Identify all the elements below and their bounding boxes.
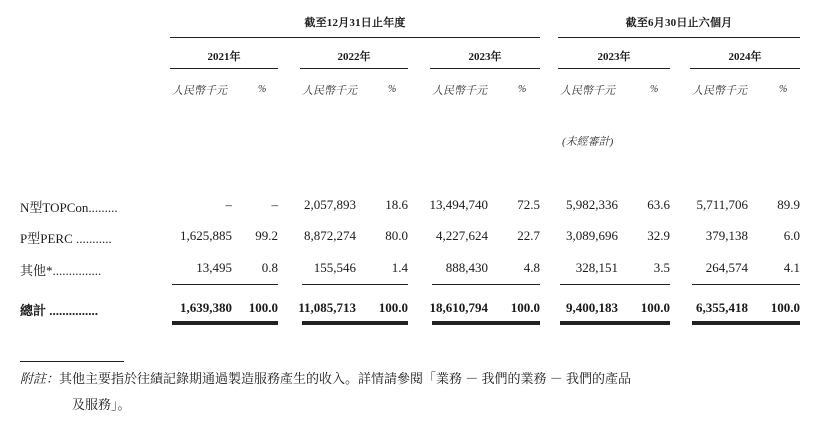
total-double-rule-2022 xyxy=(302,321,408,325)
row-total-2023-6m-pct: 100.0 xyxy=(640,300,670,315)
year-header-2022: 2022年 xyxy=(337,51,371,63)
row-others-label: 其他*............... xyxy=(20,263,102,278)
row-total-label: 總計 ............... xyxy=(20,303,99,318)
row-p-type-perc-2023-6m-amount: 3,089,696 xyxy=(566,228,618,243)
subtotal-rule-2024-6m xyxy=(692,284,800,285)
row-others-2023-amount: 888,430 xyxy=(445,260,488,275)
unit-label-2021: 人民幣千元 xyxy=(172,85,227,97)
group-header-six-months: 截至6月30日止六個月 xyxy=(625,17,733,29)
row-others-2023-pct: 4.8 xyxy=(523,260,540,275)
subtotal-rule-2023-6m xyxy=(560,284,670,285)
footnote-label: 附註： xyxy=(20,371,60,386)
row-p-type-perc-2021-pct: 99.2 xyxy=(255,228,278,243)
total-double-rule-2023 xyxy=(432,321,540,325)
row-p-type-perc-2024-6m-pct: 6.0 xyxy=(783,228,800,243)
footnote-text-1: 其他主要指於往績記錄期通過製造服務產生的收入。詳情請參閱「業務 － 我們的業務 － 我們的產品 xyxy=(59,371,632,386)
row-n-type-topcon-2023-6m-pct: 63.6 xyxy=(647,197,670,212)
row-total-2023-6m-amount: 9,400,183 xyxy=(566,300,618,315)
row-total-2024-6m-amount: 6,355,418 xyxy=(696,300,748,315)
year-rule-2022 xyxy=(300,68,408,69)
row-n-type-topcon-2022-amount: 2,057,893 xyxy=(304,197,356,212)
year-rule-2023-6m xyxy=(558,68,670,69)
row-n-type-topcon-2022-pct: 18.6 xyxy=(385,197,408,212)
row-p-type-perc-2023-6m-pct: 32.9 xyxy=(647,228,670,243)
total-double-rule-2023-6m xyxy=(560,321,670,325)
unit-label-2022: 人民幣千元 xyxy=(302,85,357,97)
row-others-2022-amount: 155,546 xyxy=(313,260,356,275)
unit-label-2023-6m: 人民幣千元 xyxy=(560,85,615,97)
row-p-type-perc-label: P型PERC ........... xyxy=(20,231,112,246)
year-header-2024-6m: 2024年 xyxy=(728,51,762,63)
footnote-rule xyxy=(20,361,124,362)
row-others-2024-6m-pct: 4.1 xyxy=(783,260,800,275)
row-others-2023-6m-amount: 328,151 xyxy=(575,260,618,275)
pct-label-2024-6m: % xyxy=(779,84,788,95)
row-n-type-topcon-2023-pct: 72.5 xyxy=(517,197,540,212)
year-header-2023-6m: 2023年 xyxy=(597,51,631,63)
total-double-rule-2024-6m xyxy=(692,321,800,325)
row-others-2021-amount: 13,495 xyxy=(196,260,232,275)
unit-label-2024-6m: 人民幣千元 xyxy=(692,85,747,97)
row-n-type-topcon-2023-amount: 13,494,740 xyxy=(429,197,488,212)
subtotal-rule-2023 xyxy=(432,284,540,285)
footnote-line-1 xyxy=(20,366,631,392)
footnote-line-2: 及服務」。 xyxy=(72,397,131,412)
group-rule-fiscal-year xyxy=(170,37,540,38)
year-header-2023: 2023年 xyxy=(468,51,502,63)
row-others-2024-6m-amount: 264,574 xyxy=(705,260,748,275)
row-p-type-perc-2023-pct: 22.7 xyxy=(517,228,540,243)
pct-label-2021: % xyxy=(258,84,267,95)
row-p-type-perc-2024-6m-amount: 379,138 xyxy=(705,228,748,243)
row-n-type-topcon-2021-amount: – xyxy=(225,197,232,212)
row-others-2023-6m-pct: 3.5 xyxy=(653,260,670,275)
row-p-type-perc-2022-pct: 80.0 xyxy=(385,228,408,243)
row-total-2024-6m-pct: 100.0 xyxy=(770,300,800,315)
subtotal-rule-2022 xyxy=(302,284,408,285)
unaudited-label: (未經審計) xyxy=(562,136,614,148)
year-rule-2021 xyxy=(170,68,278,69)
unit-label-2023: 人民幣千元 xyxy=(432,85,487,97)
group-header-fiscal-year: 截至12月31日止年度 xyxy=(304,17,406,29)
row-total-2021-amount: 1,639,380 xyxy=(180,300,232,315)
total-double-rule-2021 xyxy=(172,321,278,325)
pct-label-2022: % xyxy=(388,84,397,95)
year-rule-2023 xyxy=(430,68,540,69)
row-total-2023-pct: 100.0 xyxy=(510,300,540,315)
year-rule-2024-6m xyxy=(690,68,800,69)
row-p-type-perc-2023-amount: 4,227,624 xyxy=(436,228,488,243)
row-others-2021-pct: 0.8 xyxy=(261,260,278,275)
row-p-type-perc-2021-amount: 1,625,885 xyxy=(180,228,232,243)
group-rule-six-months xyxy=(558,37,800,38)
row-n-type-topcon-2021-pct: – xyxy=(271,197,278,212)
row-p-type-perc-2022-amount: 8,872,274 xyxy=(304,228,356,243)
row-total-2022-pct: 100.0 xyxy=(378,300,408,315)
row-n-type-topcon-2023-6m-amount: 5,982,336 xyxy=(566,197,618,212)
row-n-type-topcon-label: N型TOPCon......... xyxy=(20,200,118,215)
row-total-2022-amount: 11,085,713 xyxy=(298,300,356,315)
subtotal-rule-2021 xyxy=(172,284,278,285)
row-total-2023-amount: 18,610,794 xyxy=(429,300,488,315)
pct-label-2023: % xyxy=(518,84,527,95)
row-total-2021-pct: 100.0 xyxy=(248,300,278,315)
year-header-2021: 2021年 xyxy=(207,51,241,63)
row-n-type-topcon-2024-6m-amount: 5,711,706 xyxy=(696,197,748,212)
row-others-2022-pct: 1.4 xyxy=(391,260,408,275)
pct-label-2023-6m: % xyxy=(650,84,659,95)
row-n-type-topcon-2024-6m-pct: 89.9 xyxy=(777,197,800,212)
